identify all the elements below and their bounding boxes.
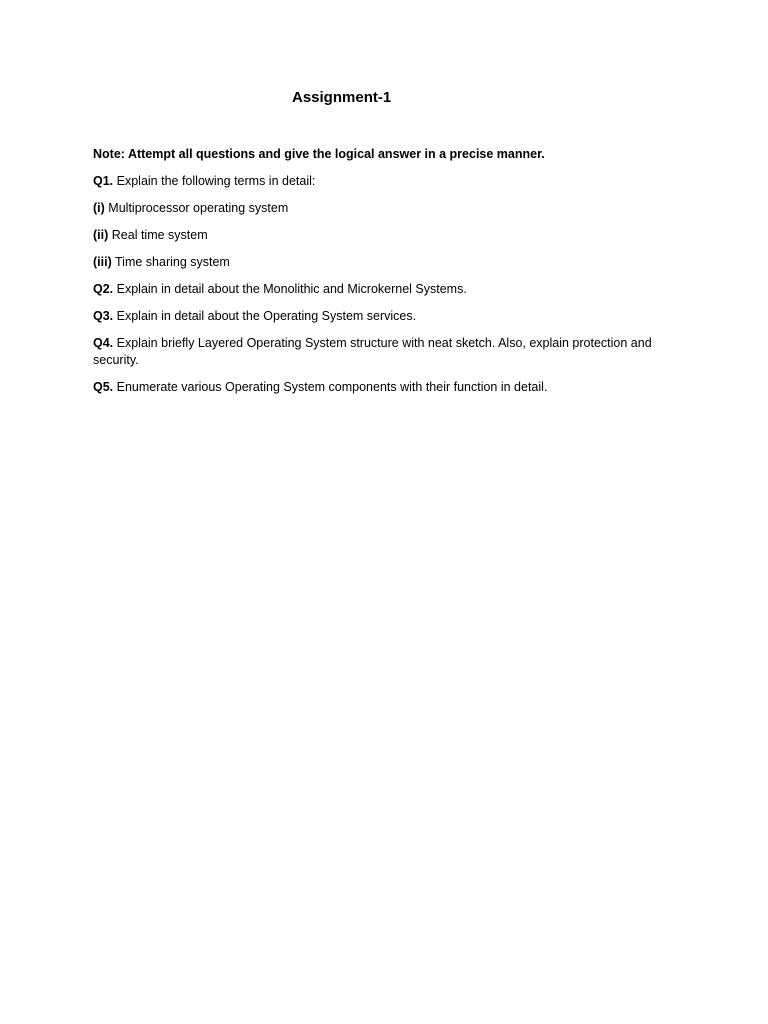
sub-item-text: Time sharing system [115, 255, 230, 269]
sub-item-i [93, 200, 668, 217]
question-label: Q1. [93, 174, 114, 188]
question-3 [93, 308, 668, 325]
sub-item-ii [93, 227, 668, 244]
instruction-note: Note: Attempt all questions and give the logical answer in a precise manner. [93, 147, 545, 161]
document-body [93, 146, 668, 406]
sub-item-label: (i) [93, 201, 105, 215]
sub-item-iii [93, 254, 668, 271]
question-label: Q2. [93, 282, 114, 296]
question-2 [93, 281, 668, 298]
question-text: Enumerate various Operating System components with their function in detail. [116, 380, 548, 394]
question-text: Explain briefly Layered Operating System structure with neat sketch. Also, explain protection and security. [93, 336, 652, 367]
sub-item-label: (iii) [93, 255, 112, 269]
question-text: Explain in detail about the Monolithic and Microkernel Systems. [116, 282, 467, 296]
question-label: Q4. [93, 336, 114, 350]
document-title: Assignment-1 [292, 89, 392, 106]
question-text: Explain in detail about the Operating System services. [116, 309, 417, 323]
sub-item-text: Multiprocessor operating system [108, 201, 289, 215]
question-label: Q5. [93, 380, 114, 394]
sub-item-label: (ii) [93, 228, 109, 242]
question-4 [93, 335, 668, 369]
question-1 [93, 173, 668, 190]
question-label: Q3. [93, 309, 114, 323]
question-5 [93, 379, 668, 396]
sub-item-text: Real time system [111, 228, 208, 242]
question-text: Explain the following terms in detail: [116, 174, 316, 188]
